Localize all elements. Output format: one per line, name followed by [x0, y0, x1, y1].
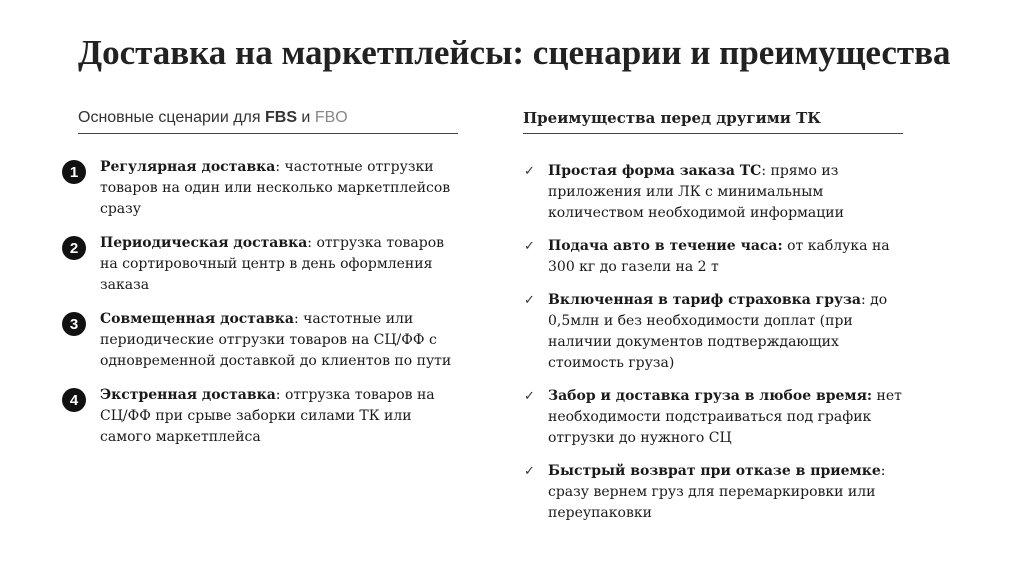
advantage-text: : сразу вернем груз для перемаркировки или переупаковки	[548, 463, 886, 521]
scenario-title: Периодическая доставка	[100, 235, 308, 251]
scenario-item	[60, 233, 460, 296]
check-icon: ✓	[524, 164, 535, 179]
scenario-item	[60, 157, 460, 220]
scenario-text: : частотные или периодические отгрузки товаров на СЦ/ФФ с одновременной доставкой до клиентов по пути	[100, 311, 452, 369]
advantage-title: Простая форма заказа ТС	[548, 163, 762, 179]
advantage-item	[522, 386, 902, 449]
number-badge-1: 1	[62, 160, 86, 184]
number-badge-2: 2	[62, 236, 86, 260]
advantage-title: Быстрый возврат при отказе в приемке	[548, 463, 881, 479]
page-title: Доставка на маркетплейсы: сценарии и преимущества	[78, 33, 951, 72]
advantage-text: : до 0,5млн и без необходимости доплат (при наличии документов подтверждающих стоимость груза)	[548, 292, 888, 371]
number-badge-3: 3	[62, 312, 86, 336]
advantage-text: нет необходимости подстраиваться под график отгрузки до нужного СЦ	[548, 388, 902, 446]
scenarios-heading-prefix: Основные сценарии для	[78, 109, 265, 126]
fbs-label: FBS	[264, 109, 297, 126]
scenario-title: Экстренная доставка	[100, 387, 276, 403]
advantage-item	[522, 290, 902, 374]
advantages-list	[522, 161, 902, 536]
scenario-text: : отгрузка товаров на СЦ/ФФ при срыве заборки силами ТК или самого маркетплейса	[100, 387, 435, 445]
number-badge-4: 4	[62, 388, 86, 412]
scenario-text: : отгрузка товаров на сортировочный центр в день оформления заказа	[100, 235, 445, 293]
scenario-item	[60, 309, 460, 372]
advantage-item	[522, 461, 902, 524]
advantage-text: : прямо из приложения или ЛК с минимальным количеством необходимой информации	[548, 163, 844, 221]
fbo-label: FBO	[314, 109, 348, 126]
heading-and: и	[296, 109, 315, 126]
advantage-text: от каблука на 300 кг до газели на 2 т	[548, 238, 890, 275]
check-icon: ✓	[524, 293, 535, 308]
scenario-title: Совмещенная доставка	[100, 311, 294, 327]
check-icon: ✓	[524, 464, 535, 479]
scenario-title: Регулярная доставка	[100, 159, 276, 175]
check-icon: ✓	[524, 239, 535, 254]
advantage-title: Забор и доставка груза в любое время:	[548, 388, 873, 404]
advantage-title: Включенная в тариф страховка груза	[548, 292, 861, 308]
scenarios-list	[60, 157, 460, 461]
scenario-text: : частотные отгрузки товаров на один или несколько маркетплейсов сразу	[100, 159, 451, 217]
check-icon: ✓	[524, 389, 535, 404]
scenario-item	[60, 385, 460, 448]
advantage-item	[522, 161, 902, 224]
advantage-title: Подача авто в течение часа:	[548, 238, 783, 254]
scenarios-heading	[78, 109, 458, 134]
advantage-item	[522, 236, 902, 278]
advantages-heading: Преимущества перед другими ТК	[523, 109, 903, 134]
